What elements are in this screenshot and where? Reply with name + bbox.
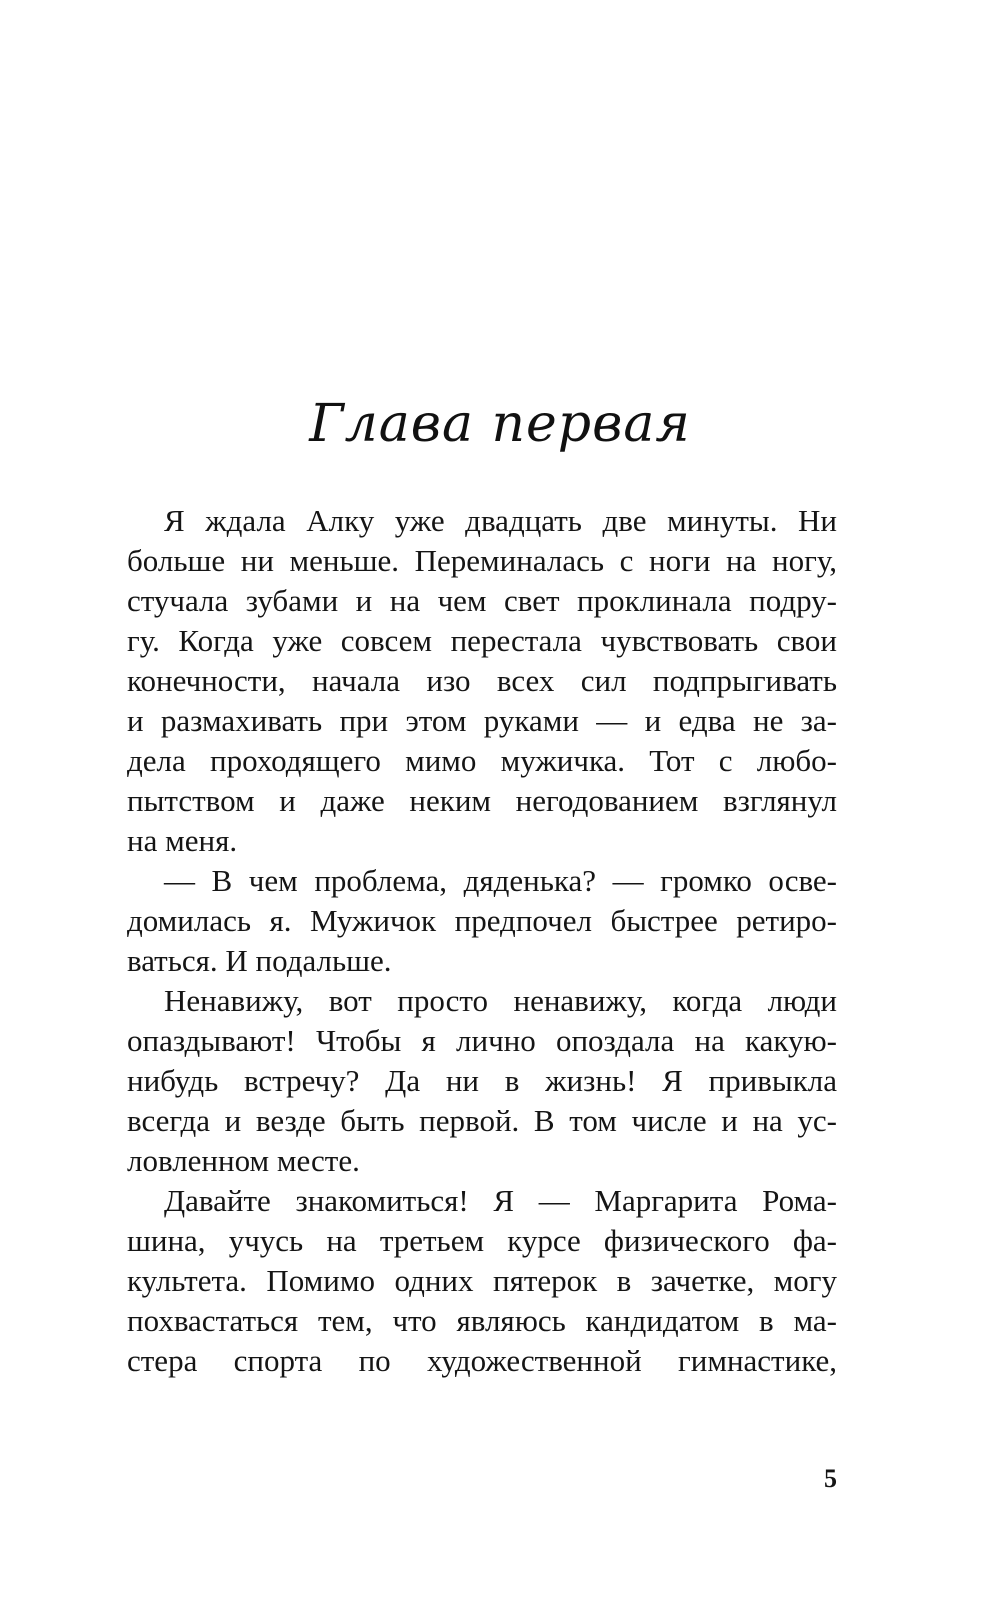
text-line: стучала зубами и на чем свет проклинала подру- <box>127 583 837 618</box>
text-line: — В чем проблема, дяденька? — громко осве- <box>164 863 837 898</box>
text-line: Я ждала Алку уже двадцать две минуты. Ни <box>164 503 837 538</box>
text-line: похвастаться тем, что являюсь кандидатом в ма- <box>127 1303 837 1338</box>
text-line: шина, учусь на третьем курсе физического фа- <box>127 1223 837 1258</box>
page-number: 5 <box>824 1464 837 1493</box>
text-line: стера спорта по художественной гимнастике, <box>127 1343 837 1378</box>
text-line: больше ни меньше. Переминалась с ноги на ногу, <box>127 543 837 578</box>
body-text <box>127 501 837 1381</box>
text-line: ловленном месте. <box>127 1143 360 1178</box>
chapter-title: Глава первая <box>309 394 691 454</box>
text-line: и размахивать при этом руками — и едва не за- <box>127 703 837 738</box>
text-line: опаздывают! Чтобы я лично опоздала на какую- <box>127 1023 837 1058</box>
text-line: гу. Когда уже совсем перестала чувствовать свои <box>127 623 837 658</box>
text-line: домилась я. Мужичок предпочел быстрее ретиро- <box>127 903 837 938</box>
text-line: дела проходящего мимо мужичка. Тот с любо- <box>127 743 837 778</box>
text-line: Давайте знакомиться! Я — Маргарита Рома- <box>164 1183 837 1218</box>
text-line: Ненавижу, вот просто ненавижу, когда люди <box>164 983 837 1018</box>
text-line: на меня. <box>127 823 238 858</box>
text-line: пытством и даже неким негодованием взглянул <box>127 783 837 818</box>
text-line: культета. Помимо одних пятерок в зачетке, могу <box>127 1263 837 1298</box>
text-line: нибудь встречу? Да ни в жизнь! Я привыкла <box>127 1063 837 1098</box>
text-line: всегда и везде быть первой. В том числе и на ус- <box>127 1103 837 1138</box>
text-line: конечности, начала изо всех сил подпрыгивать <box>127 663 837 698</box>
text-line: ваться. И подальше. <box>127 943 392 978</box>
